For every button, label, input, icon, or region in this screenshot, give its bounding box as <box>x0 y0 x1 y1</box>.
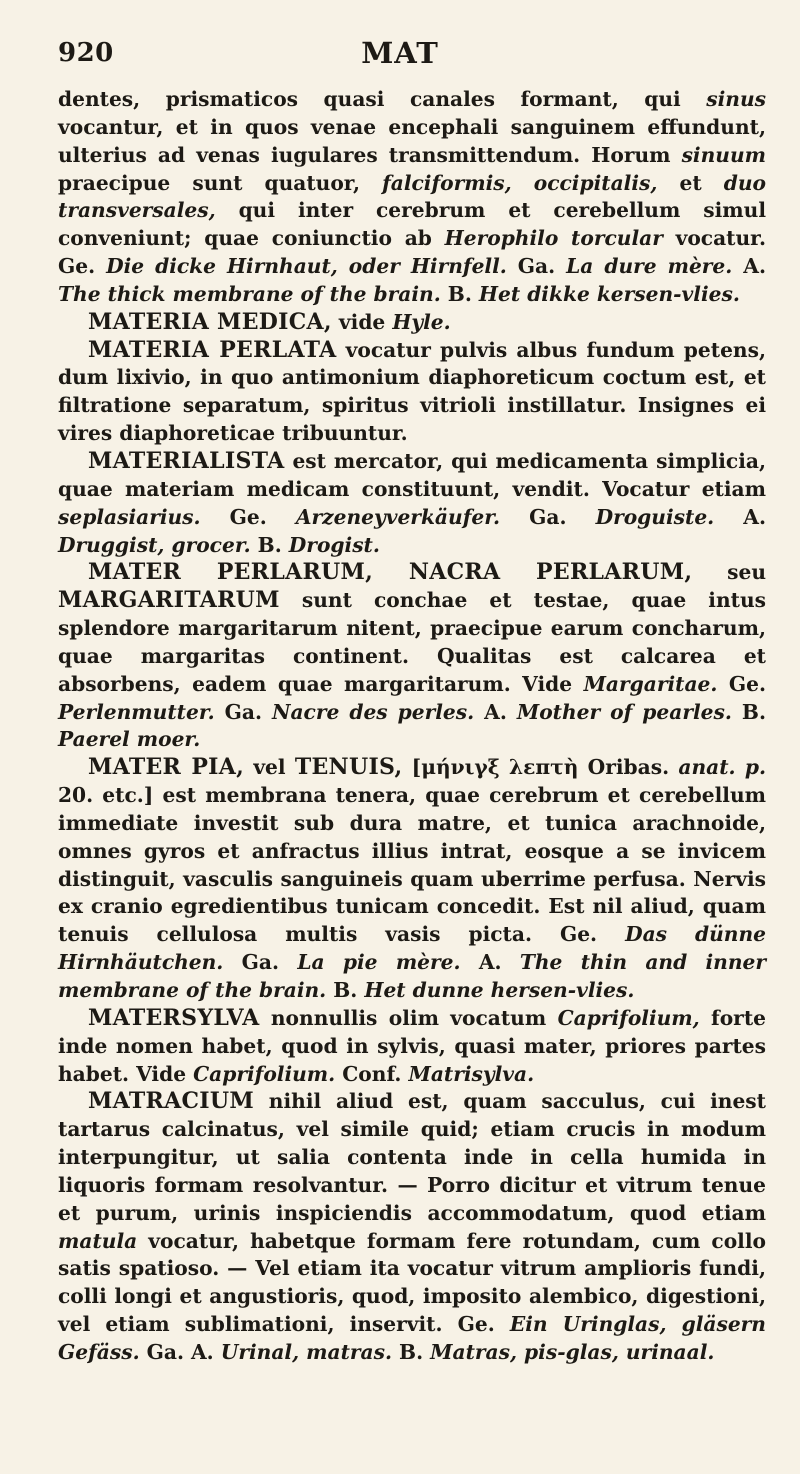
entry-text: B. <box>440 281 479 306</box>
italic-text: Herophilo torcular <box>444 226 663 251</box>
italic-text: Mother of pearles. <box>516 699 732 724</box>
entry-mater-pia <box>58 754 766 1005</box>
entry-materia-perlata <box>58 337 766 448</box>
italic-text: duo transversales, <box>58 170 766 223</box>
entry-matersylva <box>58 1005 766 1089</box>
entry-matracium <box>58 1088 766 1366</box>
italic-text: falciformis, occipitalis, <box>382 170 658 195</box>
entry-text: vocatur, habetque formam fere rotundam, cum collo satis spatioso. — Vel etiam ita vocatur vitrum amplioris fundi, colli longi et angustioris, quod, imposito alembico, digestioni, vel etiam sublimationi, inservit. Ge. <box>58 1228 766 1337</box>
italic-text: Urinal, matras. <box>220 1339 393 1364</box>
italic-text: Drogist. <box>288 532 380 557</box>
entry-text: est mercator, qui medicamenta simplicia, quae materiam medicam constituunt, vendit. Vocatur etiam <box>58 448 766 501</box>
entry-text: 20. etc.] est membrana tenera, quae cerebrum et cerebellum immediate investit sub dura matre, et tunica arachnoide, omnes gyros et anfractus illius intrat, eosque a se invicem distinguit, vasculis sanguineis quam uberrime perfusa. Nervis ex cranio egredientibus tunicam concedit. Est nil aliud, quam tenuis cellulosa multis vasis picta. Ge. <box>58 783 766 947</box>
entry-text: Ge. <box>200 504 296 529</box>
headword-alt: MARGARITARUM <box>58 587 280 614</box>
italic-text: Die dicke Hirnhaut, oder Hirnfell. <box>106 254 507 279</box>
italic-text: Arzeneyverkäufer. <box>295 504 501 529</box>
entry-materialista <box>58 448 766 559</box>
italic-text: matula <box>58 1228 138 1253</box>
italic-text: The thick membrane of the brain. <box>58 281 441 306</box>
italic-text: Matrisylva. <box>408 1061 535 1086</box>
entry-text: vocatur pulvis albus fundum petens, dum lixivio, in quo antimonium diaphoreticum coctum est, et filtratione separatum, spiritus vitrioli instillatur. Insignes ei vires diaphoreticae tribuuntur. <box>58 337 767 446</box>
italic-text: seplasiarius. <box>58 504 201 529</box>
entry-text: Ga. <box>500 504 596 529</box>
headword: MATERSYLVA <box>88 1004 260 1031</box>
headword: MATERIA PERLATA <box>88 336 337 363</box>
italic-text: sinus <box>706 87 766 111</box>
entry-text: nihil aliud est, quam sacculus, cui inest tartarus calcinatus, vel simile quid; etiam crucis in modum interpungitur, ut salia contenta inde in cella humida in liquoris formam resolvantur. — Porro dicitur et vitrum tenue et purum, urinis inspiciendis accommodatum, quod etiam <box>58 1089 766 1225</box>
headword-alt: TENUIS, <box>294 754 403 781</box>
headword: MATRACIUM <box>88 1088 254 1115</box>
headword: MATER PIA, <box>88 754 245 781</box>
entry-continuation <box>58 86 766 309</box>
page-number: 920 <box>58 38 114 68</box>
entry-text: A. <box>732 254 766 279</box>
italic-text: Caprifolium, <box>557 1005 700 1030</box>
entry-text: qui inter cerebrum et cerebellum simul conveniunt; quae coniunctio ab <box>58 198 766 251</box>
italic-text: Het dikke kersen-vlies. <box>478 281 740 306</box>
italic-text: Matras, pis-glas, urinaal. <box>430 1339 715 1364</box>
page-body <box>58 86 766 1367</box>
entry-text: [μήνιγξ λεπτὴ Oribas. <box>402 755 679 780</box>
entry-text: sunt conchae et testae, quae intus splendore margaritarum nitent, praecipue earum concharum, quae margaritas continent. Qualitas est calcarea et absorbens, eadem quae margaritarum. Vide <box>58 588 766 696</box>
italic-text: Hyle. <box>392 309 451 334</box>
headword: MATER PERLARUM, NACRA PERLARUM, <box>88 559 693 586</box>
italic-text: La pie mère. <box>297 950 461 975</box>
entry-text: A. <box>460 950 520 975</box>
entry-text: Ga. <box>214 699 273 724</box>
entry-text: vide <box>331 309 393 334</box>
italic-text: The thin and inner membrane of the brain. <box>58 950 767 1002</box>
entry-text: Ga. <box>223 950 298 975</box>
entry-text: praecipue sunt quatuor, <box>58 170 383 195</box>
italic-text: anat. p. <box>678 755 766 780</box>
italic-text: Nacre des perles. <box>272 699 475 724</box>
entry-text: Ge. <box>717 671 766 696</box>
entry-text: nonnullis olim vocatum <box>259 1005 558 1030</box>
entry-text: vocatur. Ge. <box>58 226 766 279</box>
italic-text: Margaritae. <box>583 671 718 696</box>
italic-text: Het dunne hersen-vlies. <box>364 978 635 1002</box>
entry-text: B. <box>250 532 289 557</box>
entry-materia-medica <box>58 309 766 337</box>
italic-text: La dure mère. <box>566 254 733 279</box>
italic-text: sinuum <box>681 142 766 167</box>
italic-text: Caprifolium. <box>193 1061 336 1086</box>
entry-text: A. <box>474 699 517 724</box>
entry-text: Ga. <box>506 254 567 279</box>
running-head: MAT <box>361 36 439 70</box>
entry-mater-perlarum <box>58 559 766 754</box>
entry-text: Ga. A. <box>139 1339 221 1364</box>
italic-text: Druggist, grocer. <box>58 532 251 557</box>
entry-text: vel <box>244 755 295 780</box>
entry-text: vocantur, et in quos venae encephali sanguinem effundunt, ulterius ad venas iugulares transmittendum. Horum <box>58 114 766 167</box>
headword: MATERIA MEDICA, <box>88 308 332 335</box>
entry-text: et <box>657 170 724 195</box>
italic-text: Droguiste. <box>595 504 715 529</box>
entry-text: B. <box>392 1339 431 1364</box>
page-header <box>0 14 800 74</box>
italic-text: Das dünne Hirnhäutchen. <box>58 922 766 975</box>
italic-text: Ein Uringlas, gläsern Gefäss. <box>58 1312 766 1364</box>
entry-text: B. <box>326 978 365 1002</box>
entry-text: A. <box>714 504 766 529</box>
headword: MATERIALISTA <box>88 447 285 474</box>
italic-text: Perlenmutter. <box>58 699 215 724</box>
entry-text: Conf. <box>335 1061 409 1086</box>
italic-text: Paerel moer. <box>58 727 201 752</box>
entry-text: B. <box>731 699 767 724</box>
entry-text: forte inde nomen habet, quod in sylvis, quasi mater, priores partes habet. Vide <box>58 1005 766 1086</box>
entry-text: dentes, prismaticos quasi canales formant, qui <box>58 87 707 111</box>
entry-text: seu <box>692 560 766 585</box>
